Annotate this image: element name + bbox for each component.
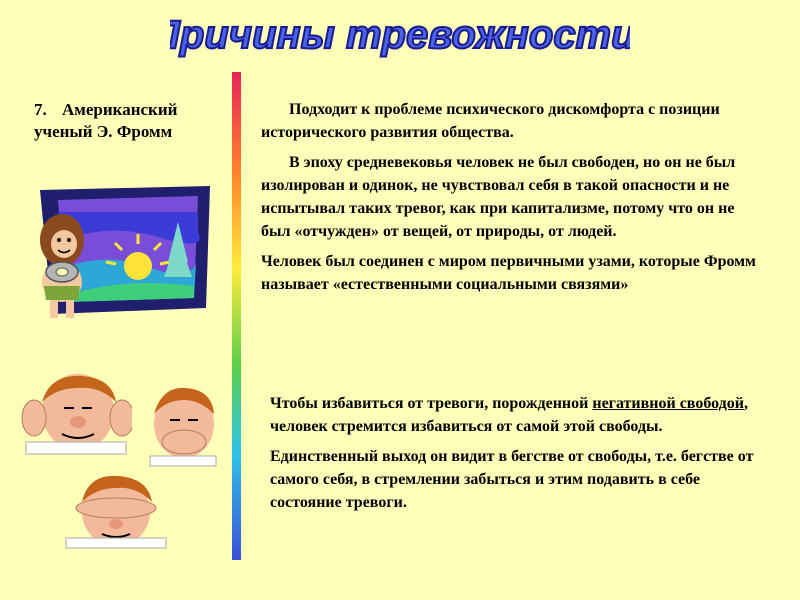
text-block-history — [261, 99, 761, 305]
paragraph: Единственный выход он видит в бегстве от свободы, т.е. бегстве от самого себя, в стремлении забыться и этим подавить в себе состояние тревоги. — [270, 448, 754, 511]
section-heading-text: Американский ученый Э. Фромм — [34, 100, 178, 142]
caveman-skirt — [44, 286, 80, 300]
hear-no-evil-face-clipart — [20, 368, 132, 458]
speak-no-evil-face-clipart — [146, 382, 220, 468]
title-graphic — [170, 4, 630, 64]
section-heading — [34, 99, 224, 143]
hand-right-icon — [110, 400, 132, 436]
underlined-term: негативной свободой — [592, 395, 744, 412]
paragraph: Чтобы избавиться от тревоги, порожденной негативной свободой, человек стремится избавиться от самой этой свободы. — [270, 395, 748, 435]
page-title — [170, 4, 630, 64]
hands-over-mouth-icon — [162, 430, 206, 454]
caveman-face — [51, 230, 77, 258]
see-no-evil-face-clipart — [62, 470, 168, 550]
rainbow-divider — [232, 72, 241, 560]
hands-over-eyes-icon — [76, 498, 156, 518]
text-block-escape — [270, 393, 760, 523]
paragraph: В эпоху средневековья человек не был свободен, но он не был изолирован и одинок, не чувствовал себя в такой опасности и не испытывал таких тревог, как при капитализме, потому что он не был «отчужден» от вещей, от природы, от людей. — [261, 154, 736, 240]
section-number: 7. — [34, 100, 47, 119]
hand-left-icon — [22, 400, 46, 436]
title-text: Причины тревожности: — [170, 13, 630, 57]
sun-icon — [124, 252, 152, 280]
paragraph: Подходит к проблеме психического дискомфорта с позиции исторического развития общества. — [261, 101, 720, 141]
caveman-with-stone-wheel-clipart — [18, 182, 214, 327]
paragraph: Человек был соединен с миром первичными узами, которые Фромм называет «естественными социальными связями» — [261, 253, 756, 294]
